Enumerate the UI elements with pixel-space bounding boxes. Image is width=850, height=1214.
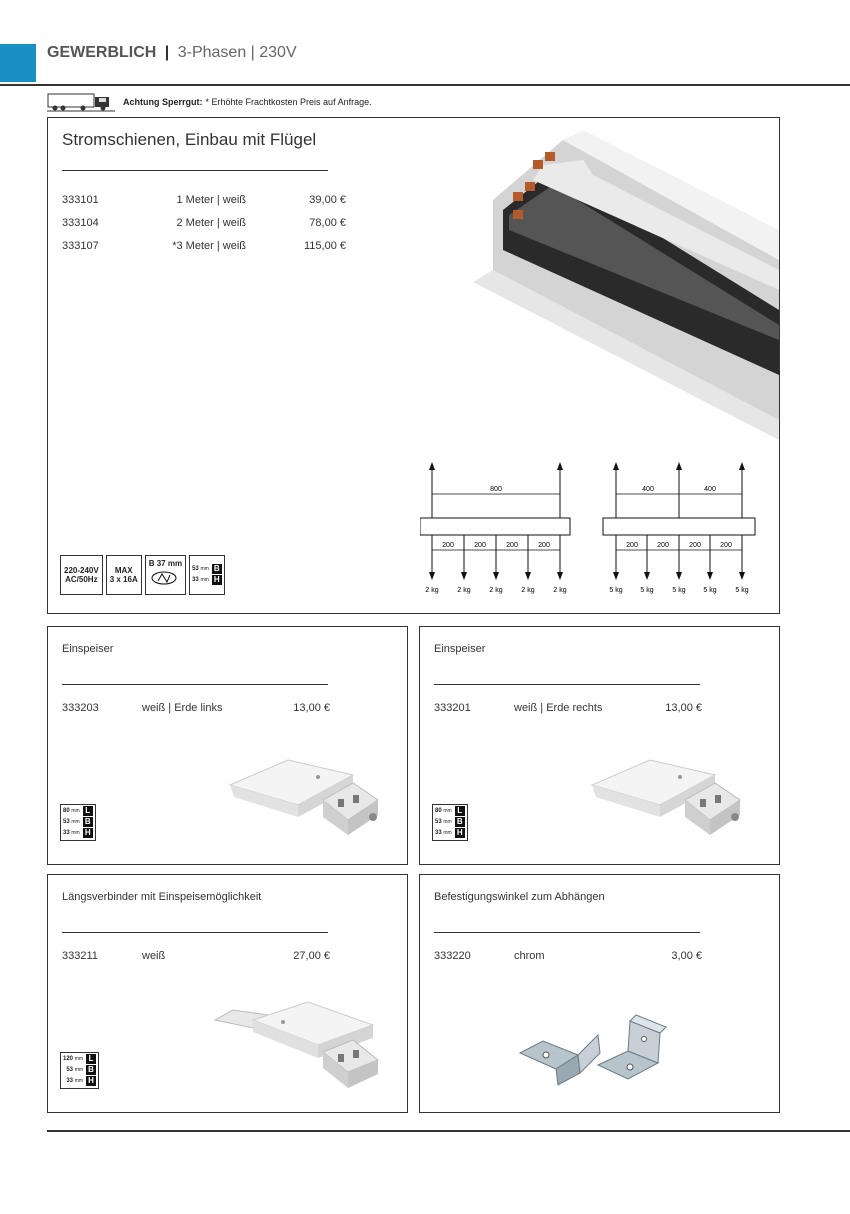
dim-value: 33 (63, 830, 70, 836)
header-rule (0, 84, 850, 86)
section-tab-marker (0, 44, 36, 82)
dim-letter: L (83, 806, 93, 816)
title-rule (62, 684, 328, 685)
dim-letter: H (455, 828, 465, 838)
load-diagram-2 (601, 458, 761, 603)
width-badge (145, 555, 186, 595)
article-price: 115,00 € (303, 240, 346, 252)
title-rule (434, 684, 700, 685)
article-desc: 2 Meter | weiß (176, 217, 246, 229)
product-card-main (47, 117, 780, 614)
segment-label: 200 (538, 542, 550, 549)
bracket-product-image (518, 1013, 678, 1088)
dim-unit: mm (74, 1056, 84, 1062)
price-row (62, 240, 346, 252)
product-title: Einspeiser (62, 643, 114, 655)
dim-unit: mm (443, 819, 452, 825)
dim-value: 120 (63, 1056, 74, 1062)
article-number: 333107 (62, 240, 99, 252)
article-number: 333203 (62, 702, 99, 714)
dimension-badge (432, 804, 468, 841)
price-row (434, 702, 702, 714)
dim-value: 53 (435, 819, 442, 825)
dim-value: 33 (66, 1078, 74, 1084)
dimension-badge (60, 1052, 99, 1089)
dim-value: 53 (66, 1067, 74, 1073)
title-rule (434, 932, 700, 933)
article-desc: weiß (142, 950, 166, 962)
price-row (62, 702, 330, 714)
dim-unit: mm (443, 808, 452, 814)
product-card-laengsverbinder (47, 874, 408, 1113)
dim-value: 53 (192, 566, 199, 572)
price-row (62, 217, 346, 229)
article-number: 333104 (62, 217, 99, 229)
title-rule (62, 170, 328, 171)
product-title: Stromschienen, Einbau mit Flügel (62, 130, 317, 149)
article-price: 3,00 € (671, 950, 702, 962)
article-price: 78,00 € (309, 217, 346, 229)
frequency-value: AC/50Hz (65, 575, 98, 584)
dim-letter: B (83, 817, 93, 827)
dim-unit: mm (71, 830, 80, 836)
freight-notice (47, 92, 372, 112)
dim-unit: mm (200, 566, 209, 572)
article-price: 39,00 € (309, 194, 346, 206)
dim-unit: mm (74, 1067, 84, 1073)
load-label: 2 kg (521, 587, 535, 594)
header-subtitle: 3-Phasen | 230V (177, 44, 297, 61)
truck-icon (47, 92, 115, 112)
article-number: 333220 (434, 950, 471, 962)
dim-letter: B (212, 564, 222, 574)
price-row (62, 194, 346, 206)
article-desc: chrom (514, 950, 545, 962)
load-label: 2 kg (457, 587, 471, 594)
feeder-product-image (228, 755, 388, 855)
dim-letter: B (455, 817, 465, 827)
span-label: 400 (642, 486, 654, 493)
span-label: 400 (704, 486, 716, 493)
dim-letter: H (86, 1076, 96, 1086)
load-label: 2 kg (425, 587, 439, 594)
page-header (47, 44, 297, 62)
notice-text: * Erhöhte Frachtkosten Preis auf Anfrage. (205, 97, 372, 107)
article-price: 13,00 € (293, 702, 330, 714)
notice-label: Achtung Sperrgut: (123, 97, 203, 107)
product-title: Längsverbinder mit Einspeisemöglichkeit (62, 891, 262, 903)
dim-value: 33 (192, 577, 199, 583)
article-number: 333101 (62, 194, 99, 206)
dimension-badge (60, 804, 96, 841)
article-desc: weiß | Erde links (142, 702, 223, 714)
article-desc: weiß | Erde rechts (514, 702, 603, 714)
connector-product-image (213, 1000, 383, 1095)
article-price: 13,00 € (665, 702, 702, 714)
dim-letter: B (86, 1065, 96, 1075)
dim-value: 80 (63, 808, 70, 814)
dim-letter: H (83, 828, 93, 838)
article-desc: 1 Meter | weiß (176, 194, 246, 206)
dim-unit: mm (443, 830, 452, 836)
dim-unit: mm (71, 808, 80, 814)
article-number: 333201 (434, 702, 471, 714)
article-desc: *3 Meter | weiß (172, 240, 246, 252)
segment-label: 200 (657, 542, 669, 549)
width-value: B 37 mm (148, 559, 183, 568)
dim-value: 80 (435, 808, 442, 814)
segment-label: 200 (720, 542, 732, 549)
dim-letter: L (455, 806, 465, 816)
product-card-befestigungswinkel (419, 874, 780, 1113)
product-title: Befestigungswinkel zum Abhängen (434, 891, 605, 903)
article-number: 333211 (62, 950, 98, 962)
load-diagram-1 (420, 458, 575, 603)
segment-label: 200 (626, 542, 638, 549)
load-label: 5 kg (609, 587, 623, 594)
article-price: 27,00 € (293, 950, 330, 962)
title-rule (62, 932, 328, 933)
product-card-einspeiser-rechts (419, 626, 780, 865)
track-product-image (473, 130, 779, 440)
dim-value: 53 (63, 819, 70, 825)
max-label: MAX (114, 566, 133, 575)
load-label: 5 kg (703, 587, 717, 594)
voltage-value: 220-240V (64, 566, 99, 575)
voltage-badge (60, 555, 103, 595)
segment-label: 200 (474, 542, 486, 549)
segment-label: 200 (442, 542, 454, 549)
dim-letter: L (86, 1054, 96, 1064)
spec-badges (60, 555, 225, 595)
segment-label: 200 (689, 542, 701, 549)
product-card-einspeiser-links (47, 626, 408, 865)
price-row (434, 950, 702, 962)
max-value: 3 x 16A (109, 575, 138, 584)
dim-letter: H (212, 575, 222, 585)
load-label: 2 kg (489, 587, 503, 594)
dimension-badge (189, 555, 225, 595)
load-label: 5 kg (735, 587, 749, 594)
dim-unit: mm (74, 1078, 84, 1084)
dim-value: 33 (435, 830, 442, 836)
max-current-badge (106, 555, 142, 595)
header-category: GEWERBLICH (47, 44, 157, 61)
load-label: 5 kg (672, 587, 686, 594)
segment-label: 200 (506, 542, 518, 549)
span-label: 800 (490, 486, 502, 493)
load-label: 5 kg (640, 587, 654, 594)
cutout-icon (149, 570, 179, 586)
product-title: Einspeiser (434, 643, 486, 655)
dim-unit: mm (200, 577, 209, 583)
header-separator: | (164, 44, 170, 61)
footer-rule (47, 1130, 850, 1132)
dim-unit: mm (71, 819, 80, 825)
price-row (62, 950, 330, 962)
load-label: 2 kg (553, 587, 567, 594)
feeder-product-image (590, 755, 750, 855)
